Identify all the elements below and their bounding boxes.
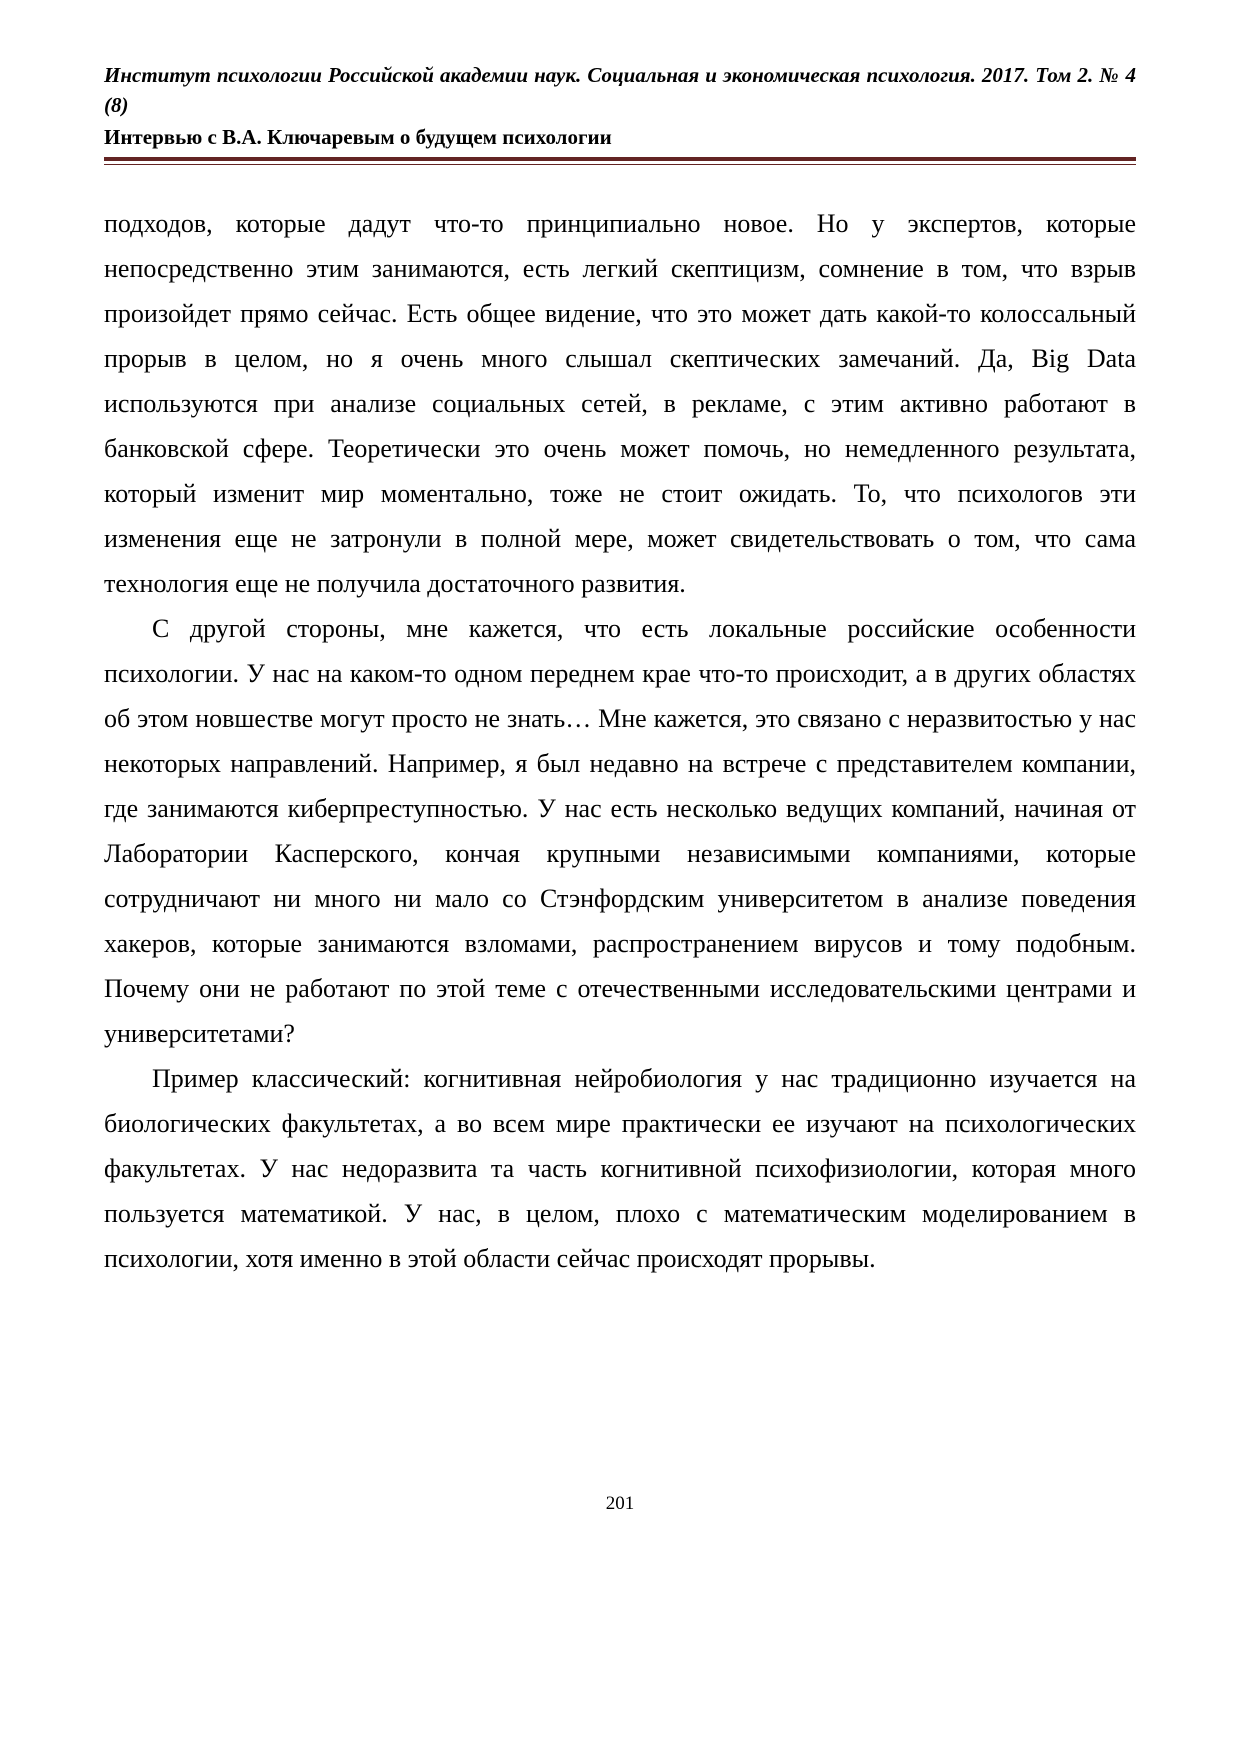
page-footer [0, 1492, 1240, 1516]
header-rule [104, 157, 1136, 165]
paragraph: подходов, которые дадут что-то принципиально новое. Но у экспертов, которые непосредственно этим занимаются, есть легкий скептицизм, сомнение в том, что взрыв произойдет прямо сейчас. Есть общее видение, что это может дать какой-то колоссальный прорыв в целом, но я очень много слышал скептических замечаний. Да, Big Data используются при анализе социальных сетей, в рекламе, с этим активно работают в банковской сфере. Теоретически это очень может помочь, но немедленного результата, который изменит мир моментально, тоже не стоит ожидать. То, что психологов эти изменения еще не затронули в полной мере, может свидетельствовать о том, что сама технология еще не получила достаточного развития. [104, 209, 1136, 598]
paragraph: Пример классический: когнитивная нейробиология у нас традиционно изучается на биологических факультетах, а во всем мире практически ее изучают на психологических факультетах. У нас недоразвита та часть когнитивной психофизиологии, которая много пользуется математикой. У нас, в целом, плохо с математическим моделированием в психологии, хотя именно в этой области сейчас происходят прорывы. [104, 1064, 1136, 1273]
document-body [104, 201, 1136, 1281]
article-title: Интервью с В.А. Ключаревым о будущем психологии [104, 125, 612, 149]
paragraph: С другой стороны, мне кажется, что есть локальные российские особенности психологии. У нас на каком-то одном переднем крае что-то происходит, а в других областях об этом новшестве могут просто не знать… Мне кажется, это связано с неразвитостью у нас некоторых направлений. Например, я был недавно на встрече с представителем компании, где занимаются киберпреступностью. У нас есть несколько ведущих компаний, начиная от Лаборатории Касперского, кончая крупными независимыми компаниями, которые сотрудничают ни много ни мало со Стэнфордским университетом в анализе поведения хакеров, которые занимаются взломами, распространением вирусов и тому подобным. Почему они не работают по этой теме с отечественными исследовательскими центрами и университетами? [104, 614, 1136, 1048]
page-header [104, 60, 1136, 165]
page-number: 201 [605, 1493, 635, 1514]
journal-title: Институт психологии Российской академии наук. Социальная и экономическая психология. 2017. Том 2. № 4 (8) [104, 63, 1136, 117]
